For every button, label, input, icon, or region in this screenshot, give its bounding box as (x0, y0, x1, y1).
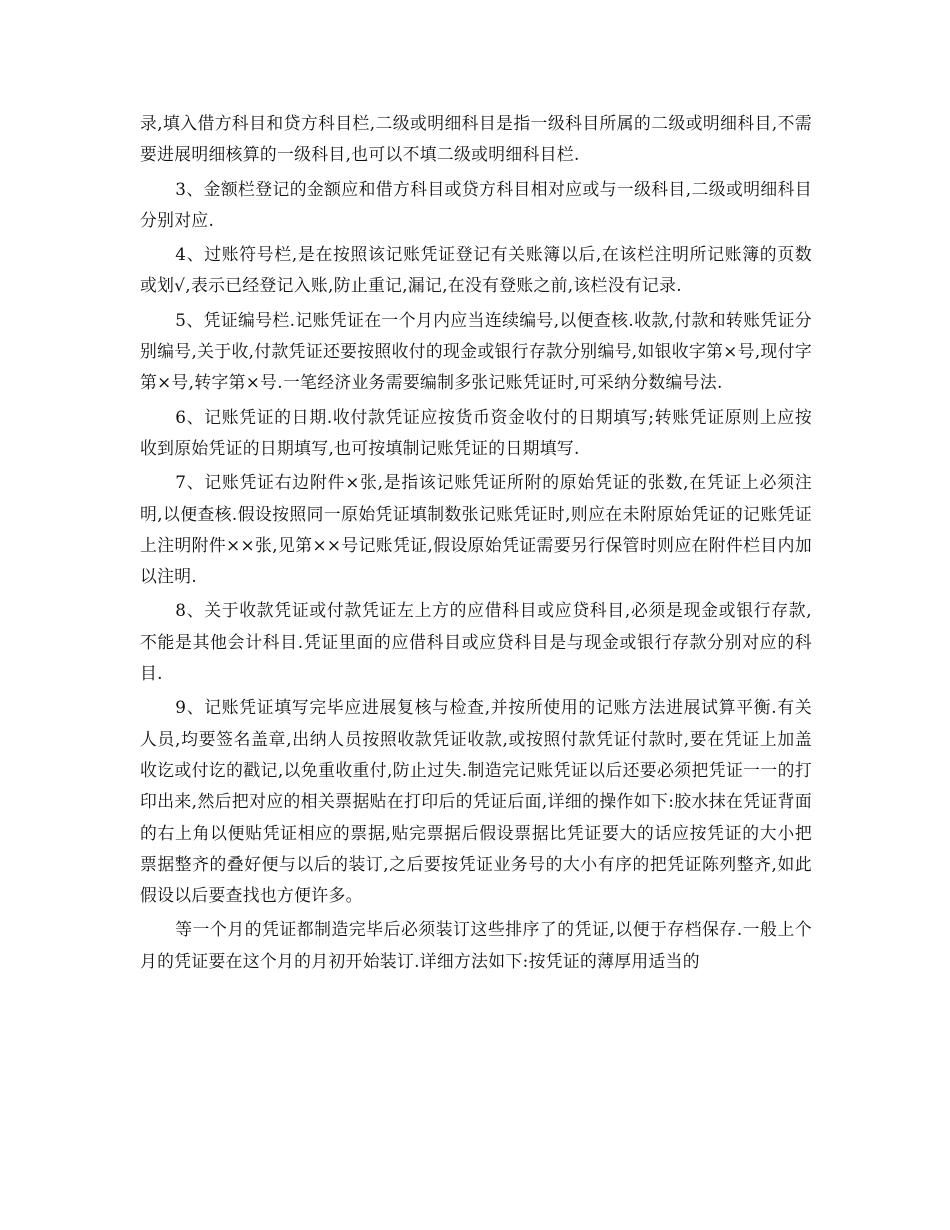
paragraph-item-7: 7、记账凭证右边附件×张,是指该记账凭证所附的原始凭证的张数,在凭证上必须注明,以便查核.假设按照同一原始凭证填制数张记账凭证时,则应在未附原始凭证的记账凭证上注明附件××张,见第××号记账凭证,假设原始凭证需要另行保管时则应在附件栏目内加以注明. (140, 472, 812, 587)
paragraph-item-4: 4、过账符号栏,是在按照该记账凭证登记有关账簿以后,在该栏注明所记账簿的页数或划√,表示已经登记入账,防止重记,漏记,在没有登账之前,该栏没有记录. (140, 244, 812, 296)
paragraph-item-5: 5、凭证编号栏.记账凭证在一个月内应当连续编号,以便查核.收款,付款和转账凭证分别编号,关于收,付款凭证还要按照收付的现金或银行存款分别编号,如银收字第×号,现付字第×号,转字第×号.一笔经济业务需要编制多张记账凭证时,可采纳分数编号法. (140, 309, 812, 393)
paragraph-binding-intro: 等一个月的凭证都制造完毕后必须装订这些排序了的凭证,以便于存档保存.一般上个月的凭证要在这个月的月初开始装订.详细方法如下:按凭证的薄厚用适当的 (140, 919, 812, 971)
paragraph-item-9: 9、记账凭证填写完毕应进展复核与检查,并按所使用的记账方法进展试算平衡.有关人员,均要签名盖章,出纳人员按照收款凭证收款,或按照付款凭证付款时,要在凭证上加盖收讫或付讫的戳记,以免重收重付,防止过失.制造完记账凭证以后还要必须把凭证一一的打印出来,然后把对应的相关票据贴在打印后的凭证后面,详细的操作如下:胶水抹在凭证背面的右上角以便贴凭证相应的票据,贴完票据后假设票据比凭证要大的话应按凭证的大小把票据整齐的叠好便与以后的装订,之后要按凭证业务号的大小有序的把凭证陈列整齐,如此假设以后要查找也方便许多。 (140, 697, 812, 906)
paragraph-continuation: 录,填入借方科目和贷方科目栏,二级或明细科目是指一级科目所属的二级或明细科目,不需要进展明细核算的一级科目,也可以不填二级或明细科目栏. (140, 113, 812, 165)
paragraph-item-8: 8、关于收款凭证或付款凭证左上方的应借科目或应贷科目,必须是现金或银行存款,不能是其他会计科目.凭证里面的应借科目或应贷科目是与现金或银行存款分别对应的科目. (140, 600, 812, 684)
paragraph-item-6: 6、记账凭证的日期.收付款凭证应按货币资金收付的日期填写;转账凭证原则上应按收到原始凭证的日期填写,也可按填制记账凭证的日期填写. (140, 406, 812, 458)
document-body (140, 108, 812, 980)
paragraph-item-3: 3、金额栏登记的金额应和借方科目或贷方科目相对应或与一级科目,二级或明细科目分别对应. (140, 178, 812, 230)
